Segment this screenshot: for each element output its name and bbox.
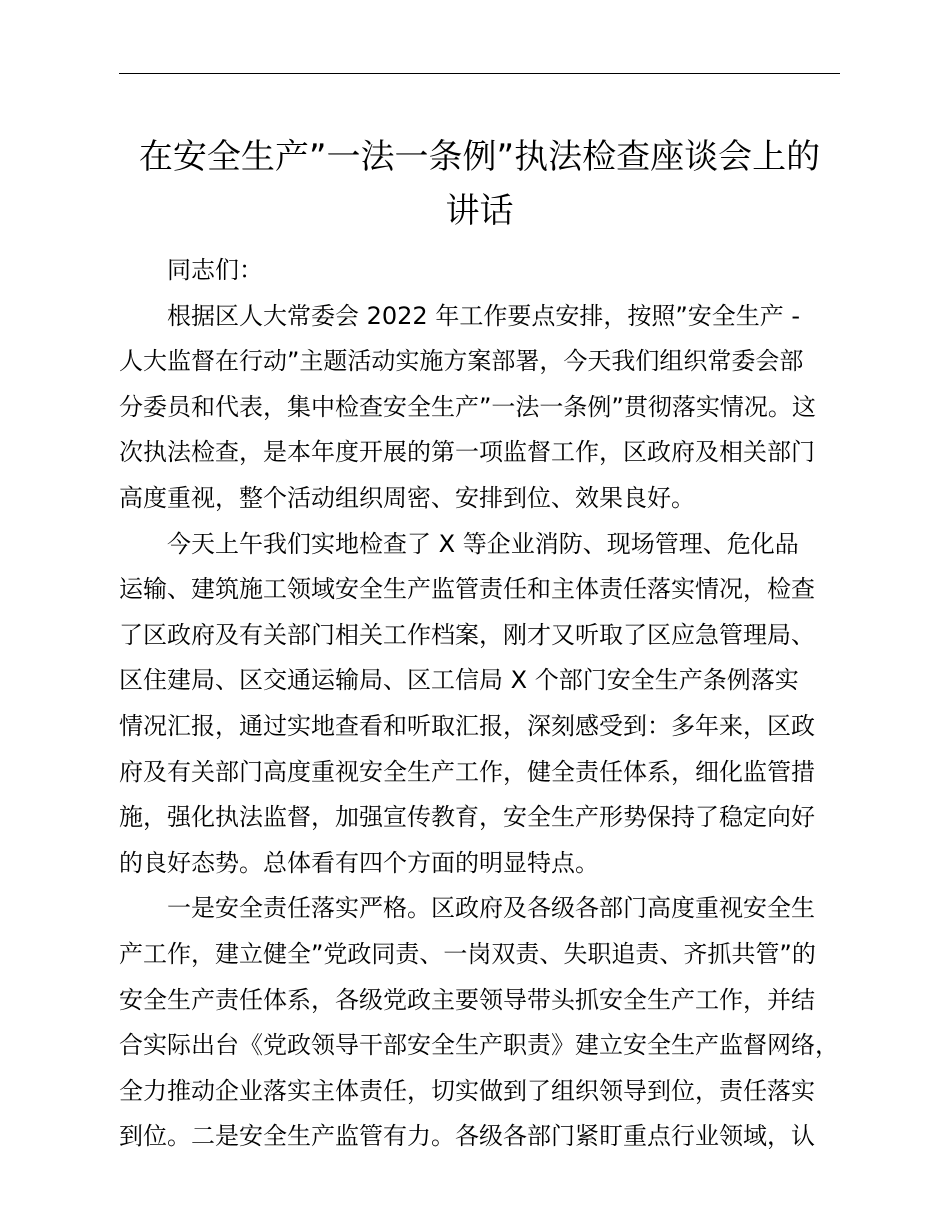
paragraph-2-line: 的良好态势。总体看有四个方面的明显特点。 <box>119 848 599 877</box>
paragraph-1-line: 次执法检查，是本年度开展的第一项监督工作，区政府及相关部门 <box>119 438 815 467</box>
paragraph-3-line: 全力推动企业落实主体责任，切实做到了组织领导到位，责任落实 <box>119 1076 815 1105</box>
header-rule <box>119 73 840 74</box>
paragraph-3-line: 一是安全责任落实严格。区政府及各级各部门高度重视安全生 <box>167 894 815 923</box>
paragraph-2-line: 了区政府及有关部门相关工作档案，刚才又听取了区应急管理局、 <box>119 620 815 649</box>
paragraph-3-line: 产工作，建立健全”党政同责、一岗双责、失职追责、齐抓共管”的 <box>119 939 816 968</box>
salutation: 同志们： <box>167 256 263 284</box>
paragraph-1-line: 分委员和代表，集中检查安全生产”一法一条例”贯彻落实情况。这 <box>119 392 816 421</box>
paragraph-2-line: 今天上午我们实地检查了 X 等企业消防、现场管理、危化品 <box>167 529 799 558</box>
paragraph-2-line: 区住建局、区交通运输局、区工信局 X 个部门安全生产条例落实 <box>119 666 799 695</box>
paragraph-2-line: 运输、建筑施工领域安全生产监管责任和主体责任落实情况，检查 <box>119 575 815 604</box>
paragraph-1-line: 高度重视，整个活动组织周密、安排到位、效果良好。 <box>119 483 695 512</box>
paragraph-3-line: 安全生产责任体系，各级党政主要领导带头抓安全生产工作，并结 <box>119 985 815 1014</box>
document-body <box>119 248 849 1160</box>
paragraph-3-line: 合实际出台《党政领导干部安全生产职责》建立安全生产监督网络， <box>119 1031 839 1060</box>
paragraph-2-line: 施，强化执法监督，加强宣传教育，安全生产形势保持了稳定向好 <box>119 803 815 832</box>
title-line-2: 讲话 <box>445 191 514 231</box>
paragraph-2-line: 府及有关部门高度重视安全生产工作，健全责任体系，细化监管措 <box>119 757 815 786</box>
paragraph-1-line: 根据区人大常委会 2022 年工作要点安排，按照”安全生产 - <box>167 301 801 330</box>
document-title <box>119 130 840 238</box>
title-line-1: 在安全生产”一法一条例”执法检查座谈会上的 <box>138 137 821 177</box>
paragraph-3-line: 到位。二是安全生产监管有力。各级各部门紧盯重点行业领域，认 <box>119 1122 815 1151</box>
paragraph-1-line: 人大监督在行动”主题活动实施方案部署，今天我们组织常委会部 <box>119 347 804 376</box>
paragraph-2-line: 情况汇报，通过实地查看和听取汇报，深刻感受到：多年来，区政 <box>119 711 815 740</box>
